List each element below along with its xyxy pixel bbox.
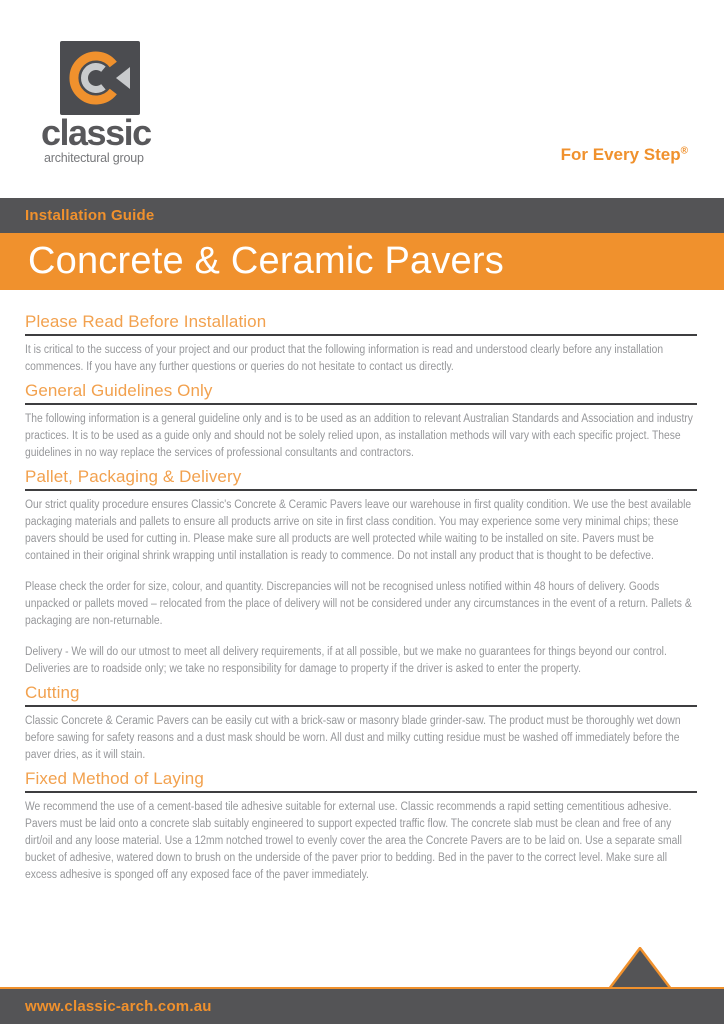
title-banner [0, 233, 724, 290]
tagline-text: For Every Step [560, 145, 681, 164]
paragraph: The following information is a general guideline only and is to be used as an addition to relevant Australian Standards and Association and industry practices. It is to be used as a guide only and should not be solely relied upon, as installation methods will vary with each specific project. These guidelines in no way replace the services of professional consultants and contractors. [25, 413, 693, 459]
section-cutting [25, 684, 697, 764]
paragraph: Delivery - We will do our utmost to meet all delivery requirements, if at all possible, but we make no guarantees for things beyond our control. Deliveries are to roadside only; we take no responsibility for damage to property if the driver is asked to enter the property. [25, 646, 667, 675]
footer [0, 987, 724, 1024]
paragraph: Please check the order for size, colour, and quantity. Discrepancies will not be recognised unless notified within 48 hours of delivery. Goods unpacked or pallets moved – relocated from the place of delivery will not be considered under any circumstances in the event of a return. Pallets & packaging are non-returnable. [25, 581, 692, 627]
section-fixed-method-of-laying [25, 770, 697, 884]
footer-website-link[interactable]: www.classic-arch.com.au [25, 998, 212, 1015]
footer-peak-icon [609, 947, 671, 989]
document-type-banner [0, 198, 724, 233]
brand-tagline [561, 145, 688, 165]
paragraph: Our strict quality procedure ensures Classic's Concrete & Ceramic Pavers leave our warehouse in first quality condition. We use the best available packaging materials and pallets to ensure all products arrive on site in first class condition. You may experience some very minimal chips; these pavers should be used for cutting in. Please make sure all products are well protected while waiting to be installed on site. Pavers must be contained in their original shrink wrapping until installation is ready to commence. Do not install any product that is thought to be defective. [25, 499, 692, 562]
section-heading: Fixed Method of Laying [25, 770, 697, 793]
section-heading: Pallet, Packaging & Delivery [25, 468, 697, 491]
paragraph: It is critical to the success of your project and our product that the following information is read and understood clearly before any installation commences. If you have any further questions or queries do not hesitate to contact us directly. [25, 344, 664, 373]
section-heading: General Guidelines Only [25, 382, 697, 405]
section-please-read-before-installation [25, 313, 697, 376]
section-heading: Please Read Before Installation [25, 313, 697, 336]
registered-trademark-symbol: ® [680, 145, 688, 157]
paragraph: We recommend the use of a cement-based tile adhesive suitable for external use. Classic recommends a rapid setting cementitious adhesive. Pavers must be laid onto a concrete slab suitably engineered to support expected traffic flow. The concrete slab must be clean and free of any dirt/oil and any loose material. Use a 12mm notched trowel to evenly cover the area the Concrete Pavers are to be laid on. Use a separate small bucket of adhesive, watered down to brush on the underside of the paver prior to bedding. Bed in the paver to the correct level. Make sure all excess adhesive is sponged off any exposed face of the paver immediately. [25, 801, 682, 881]
paragraph: Classic Concrete & Ceramic Pavers can be easily cut with a brick-saw or masonry blade grinder-saw. The product must be thoroughly wet down before sawing for safety reasons and a dust mask should be worn. All dust and milky cutting residue must be washed off immediately before the paver dries, as it will stain. [25, 715, 681, 761]
classic-logo-icon [60, 41, 140, 115]
document-body [25, 313, 697, 890]
brand-wordmark-subtitle: architectural group [44, 151, 144, 165]
brand-wordmark: classic [41, 112, 151, 153]
banner-label: Installation Guide [25, 207, 155, 224]
section-heading: Cutting [25, 684, 697, 707]
section-general-guidelines-only [25, 382, 697, 462]
section-pallet-packaging-delivery [25, 468, 697, 678]
page-title: Concrete & Ceramic Pavers [28, 240, 504, 282]
